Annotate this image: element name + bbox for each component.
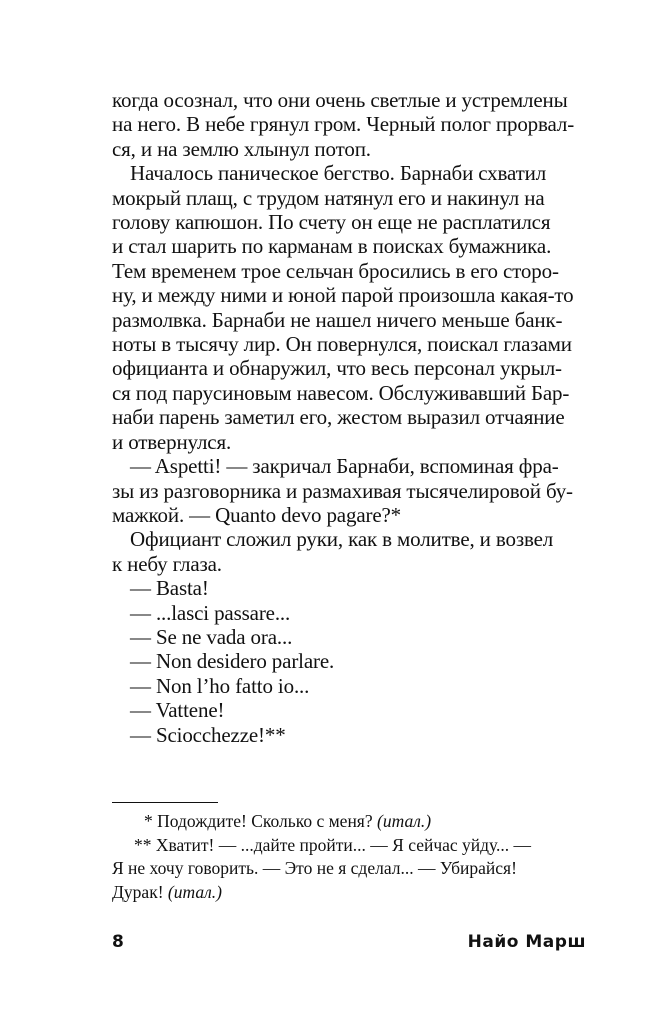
footnotes	[112, 810, 586, 904]
footnote	[112, 810, 586, 834]
paragraph: Официант сложил руки, как в молитве, и возвел к небу глаза.	[112, 527, 554, 576]
paragraph: — Aspetti! — закричал Барнаби, вспоминая фра- зы из разговорника и размахивая тысячелировой бу- мажкой. — Quanto devo pagare?*	[112, 454, 573, 527]
dialogue-line: — Se ne vada ora...	[130, 624, 293, 649]
page-number: 8	[112, 932, 125, 952]
dialogue-line: — Sciocchezze!**	[130, 722, 286, 747]
paragraph: Началось паническое бегство. Барнаби схватил мокрый плащ, с трудом натянул его и накинул на голову капюшон. По счету он еще не расплатился и стал шарить по карманам в поисках бумажника. Тем временем трое сельчан бросились в его сторо- ну, и между ними и юной парой произошла какая-то размолвка. Барнаби не нашел ничего меньше банк- ноты в тысячу лир. Он повернулся, поискал глазами официанта и обнаружил, что весь персонал укрыл- ся под парусиновым навесом. Обслуживавший Бар- наби парень заметил его, жестом выразил отчаяние и отвернулся.	[112, 161, 574, 454]
footnote-language: (итал.)	[377, 811, 432, 831]
dialogue-line: — Non l’ho fatto io...	[130, 673, 310, 698]
footnote-language: (итал.)	[167, 881, 222, 902]
footnote-text: ** Хватит! — ...дайте пройти... — Я сейчас уйду... — Я не хочу говорить. — Это не я сделал... — Убирайся! Дурак!	[112, 834, 532, 902]
footnote	[112, 834, 586, 905]
dialogue-line: — Vattene!	[130, 698, 225, 723]
dialogue-line: — Non desidero parlare.	[130, 649, 335, 674]
footnote-divider	[112, 802, 218, 803]
paragraph: когда осознал, что они очень светлые и устремлены на него. В небе грянул гром. Черный полог прорвал- ся, и на землю хлынул потоп.	[112, 88, 575, 161]
dialogue-line: — ...lasci passare...	[130, 600, 291, 625]
running-footer-author: Найо Марш	[467, 932, 586, 952]
footnote-text: * Подождите! Сколько с меня?	[144, 811, 378, 831]
dialogue-line: — Basta!	[130, 576, 209, 601]
main-text	[112, 88, 586, 747]
